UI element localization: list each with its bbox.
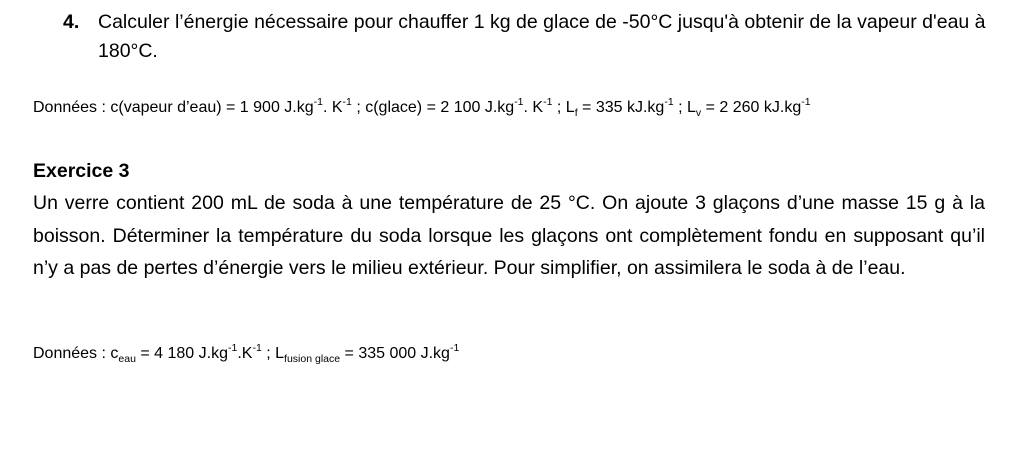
c-symbol: c xyxy=(110,345,119,362)
lv-symbol: L xyxy=(687,99,696,116)
exponent: -1 xyxy=(313,96,323,108)
exponent: -1 xyxy=(543,96,553,108)
donnees-label: Données : xyxy=(33,345,111,362)
question-text: Calculer l’énergie nécessaire pour chauffer 1 kg de glace de -50°C jusqu'à obtenir de la vapeur d'eau à 180°C. xyxy=(98,11,986,62)
donnees-label: Données : xyxy=(33,99,111,116)
unit-k: .K xyxy=(237,345,253,362)
unit-k: K xyxy=(532,99,544,116)
separator: ; xyxy=(552,99,566,116)
donnees-line-1 xyxy=(33,97,811,119)
c-value: = 4 180 J.kg xyxy=(135,345,228,362)
question-4 xyxy=(63,8,993,66)
l-symbol: L xyxy=(275,345,285,362)
exponent: -1 xyxy=(342,96,352,108)
separator: ; xyxy=(261,345,276,362)
lf-subscript: f xyxy=(574,107,578,119)
l-value: = 335 000 J.kg xyxy=(340,345,450,362)
lf-symbol: L xyxy=(565,99,575,116)
exercise-title: Exercice 3 xyxy=(33,160,130,182)
exponent: -1 xyxy=(801,96,811,108)
c-subscript: eau xyxy=(118,353,136,365)
unit-k: K xyxy=(331,99,343,116)
question-number: 4. xyxy=(63,11,80,33)
separator: . xyxy=(322,99,332,116)
separator: ; xyxy=(351,99,366,116)
lv-value: = 2 260 kJ.kg xyxy=(701,99,802,116)
exponent: -1 xyxy=(664,96,674,108)
donnees-line-2 xyxy=(33,343,459,365)
c-vapeur: c(vapeur d’eau) = 1 900 J.kg xyxy=(110,99,314,116)
lv-subscript: v xyxy=(695,107,702,119)
l-subscript: fusion glace xyxy=(284,353,341,365)
separator: . xyxy=(523,99,533,116)
exponent: -1 xyxy=(449,342,460,354)
c-glace: c(glace) = 2 100 J.kg xyxy=(365,99,515,116)
exponent: -1 xyxy=(227,342,238,354)
separator: ; xyxy=(673,99,688,116)
exercise-text: Un verre contient 200 mL de soda à une température de 25 °C. On ajoute 3 glaçons d’une masse 15 g à la boisson. Déterminer la température du soda lorsque les glaçons ont complètement fondu en supposant qu’il n’y a pas de pertes d’énergie vers le milieu extérieur. Pour simplifier, on assimilera le soda à de l’eau. xyxy=(33,192,985,279)
exponent: -1 xyxy=(252,342,262,354)
lf-value: = 335 kJ.kg xyxy=(577,99,665,116)
exponent: -1 xyxy=(514,96,524,108)
